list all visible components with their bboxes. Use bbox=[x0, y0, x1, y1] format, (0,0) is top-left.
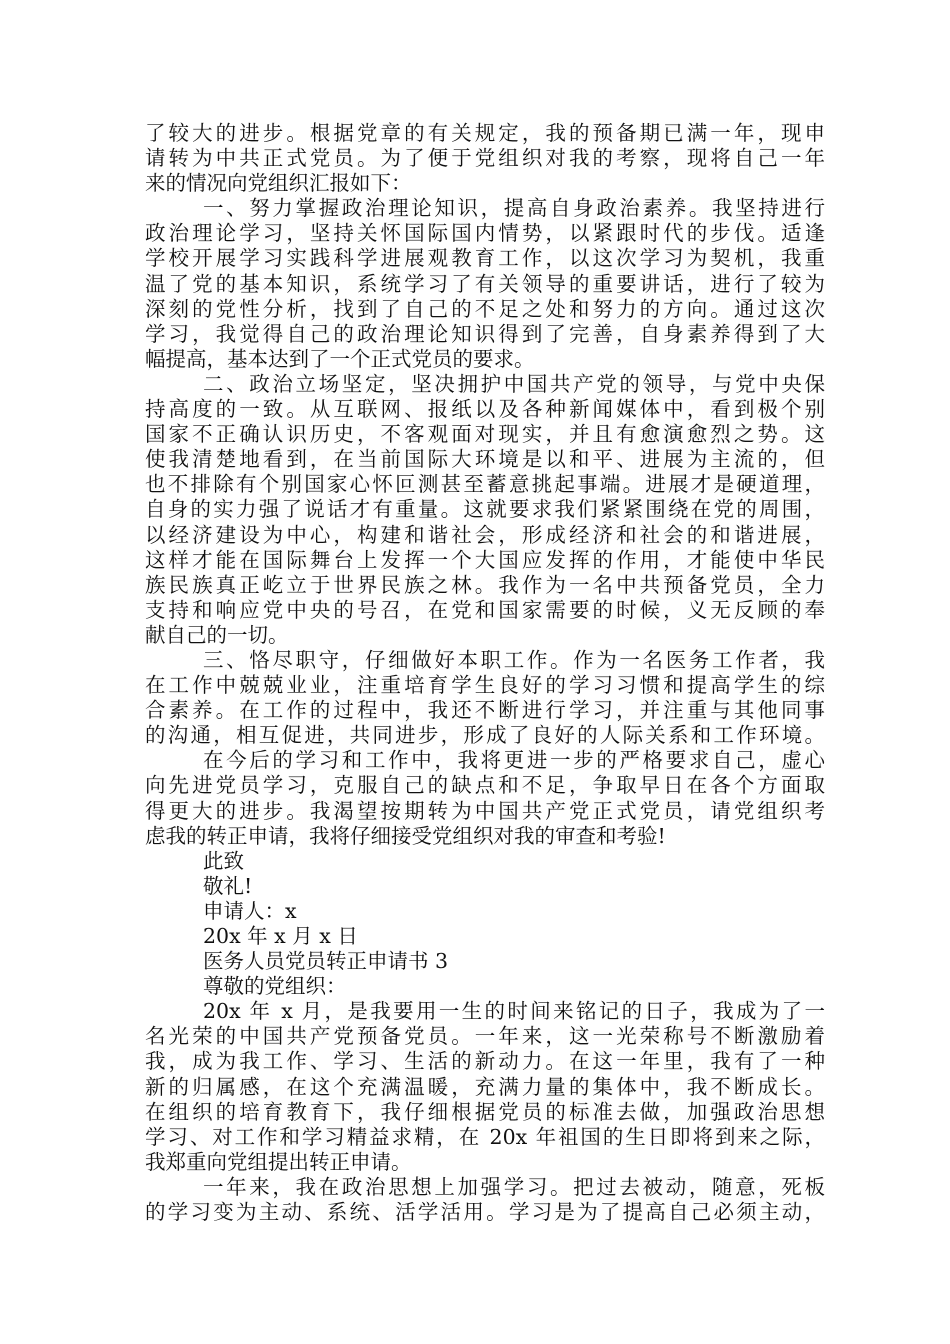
text-line: 得更大的进步。我渴望按期转为中国共产党正式党员，请党组织考 bbox=[145, 798, 825, 823]
text-line: 我，成为我工作、学习、生活的新动力。在这一年里，我有了一种 bbox=[145, 1049, 825, 1074]
text-line: 合素养。在工作的过程中，我还不断进行学习，并注重与其他同事 bbox=[145, 698, 825, 723]
text-line: 使我清楚地看到，在当前国际大环境是以和平、进展为主流的，但 bbox=[145, 447, 825, 472]
text-line: 虑我的转正申请，我将仔细接受党组织对我的审查和考验! bbox=[145, 823, 666, 848]
text-line: 这样才能在国际舞台上发挥一个大国应发挥的作用，才能使中华民 bbox=[145, 547, 825, 572]
text-line: 名光荣的中国共产党预备党员。一年来，这一光荣称号不断激励着 bbox=[145, 1024, 825, 1049]
text-line: 温了党的基本知识，系统学习了有关领导的重要讲话，进行了较为 bbox=[145, 271, 825, 296]
text-line: 敬礼! bbox=[203, 873, 253, 898]
text-line: 来的情况向党组织汇报如下： bbox=[145, 171, 412, 196]
text-line: 支持和响应党中央的号召，在党和国家需要的时候，义无反顾的奉 bbox=[145, 597, 825, 622]
text-line: 我郑重向党组提出转正申请。 bbox=[145, 1149, 412, 1174]
text-line: 一、努力掌握政治理论知识，提高自身政治素养。我坚持进行 bbox=[203, 196, 825, 221]
text-line: 了较大的进步。根据党章的有关规定，我的预备期已满一年，现申 bbox=[145, 121, 825, 145]
text-line: 向先进党员学习，克服自己的缺点和不足，争取早日在各个方面取 bbox=[145, 773, 825, 798]
text-line: 新的归属感，在这个充满温暖，充满力量的集体中，我不断成长。 bbox=[145, 1074, 825, 1099]
text-line: 的沟通，相互促进，共同进步，形成了良好的人际关系和工作环境。 bbox=[145, 723, 825, 748]
text-line: 二、政治立场坚定，坚决拥护中国共产党的领导，与党中央保 bbox=[203, 371, 825, 396]
text-line: 在组织的培育教育下，我仔细根据党员的标准去做，加强政治思想 bbox=[145, 1099, 825, 1124]
text-line: 学习、对工作和学习精益求精，在 20x 年祖国的生日即将到来之际， bbox=[145, 1124, 825, 1149]
text-line: 也不排除有个别国家心怀叵测甚至蓄意挑起事端。进展才是硬道理， bbox=[145, 472, 825, 497]
text-line: 政治理论学习，坚持关怀国际国内情势，以紧跟时代的步伐。适逢 bbox=[145, 221, 825, 246]
text-line: 献自己的一切。 bbox=[145, 622, 289, 647]
text-line: 在今后的学习和工作中，我将更进一步的严格要求自己，虚心 bbox=[203, 748, 825, 773]
text-line: 持高度的一致。从互联网、报纸以及各种新闻媒体中，看到极个别 bbox=[145, 397, 825, 422]
text-line: 国家不正确认识历史，不客观面对现实，并且有愈演愈烈之势。这 bbox=[145, 422, 825, 447]
text-line: 20x 年 x 月，是我要用一生的时间来铭记的日子，我成为了一 bbox=[203, 999, 825, 1024]
text-line: 尊敬的党组织： bbox=[203, 974, 347, 999]
document-body bbox=[145, 121, 825, 1225]
text-line: 医务人员党员转正申请书 3 bbox=[203, 949, 449, 974]
text-line: 自身的实力强了说话才有重量。这就要求我们紧紧围绕在党的周围， bbox=[145, 497, 825, 522]
text-line: 此致 bbox=[203, 848, 244, 873]
text-line: 以经济建设为中心，构建和谐社会，形成经济和社会的和谐进展， bbox=[145, 522, 825, 547]
text-line: 申请人：x bbox=[203, 898, 297, 923]
text-line: 族民族真正屹立于世界民族之林。我作为一名中共预备党员，全力 bbox=[145, 572, 825, 597]
text-line: 三、恪尽职守，仔细做好本职工作。作为一名医务工作者，我 bbox=[203, 647, 825, 672]
text-line: 幅提高，基本达到了一个正式党员的要求。 bbox=[145, 346, 535, 371]
text-line: 20x 年 x 月 x 日 bbox=[203, 924, 358, 948]
text-line: 请转为中共正式党员。为了便于党组织对我的考察，现将自己一年 bbox=[145, 146, 825, 171]
text-line: 学校开展学习实践科学进展观教育工作，以这次学习为契机，我重 bbox=[145, 246, 825, 271]
text-line: 学习，我觉得自己的政治理论知识得到了完善，自身素养得到了大 bbox=[145, 321, 825, 346]
text-line: 一年来，我在政治思想上加强学习。把过去被动，随意，死板 bbox=[203, 1174, 825, 1199]
text-line: 深刻的党性分析，找到了自己的不足之处和努力的方向。通过这次 bbox=[145, 296, 825, 321]
text-line: 在工作中兢兢业业，注重培育学生良好的学习习惯和提高学生的综 bbox=[145, 673, 825, 698]
text-line: 的学习变为主动、系统、活学活用。学习是为了提高自己必须主动， bbox=[145, 1200, 825, 1225]
